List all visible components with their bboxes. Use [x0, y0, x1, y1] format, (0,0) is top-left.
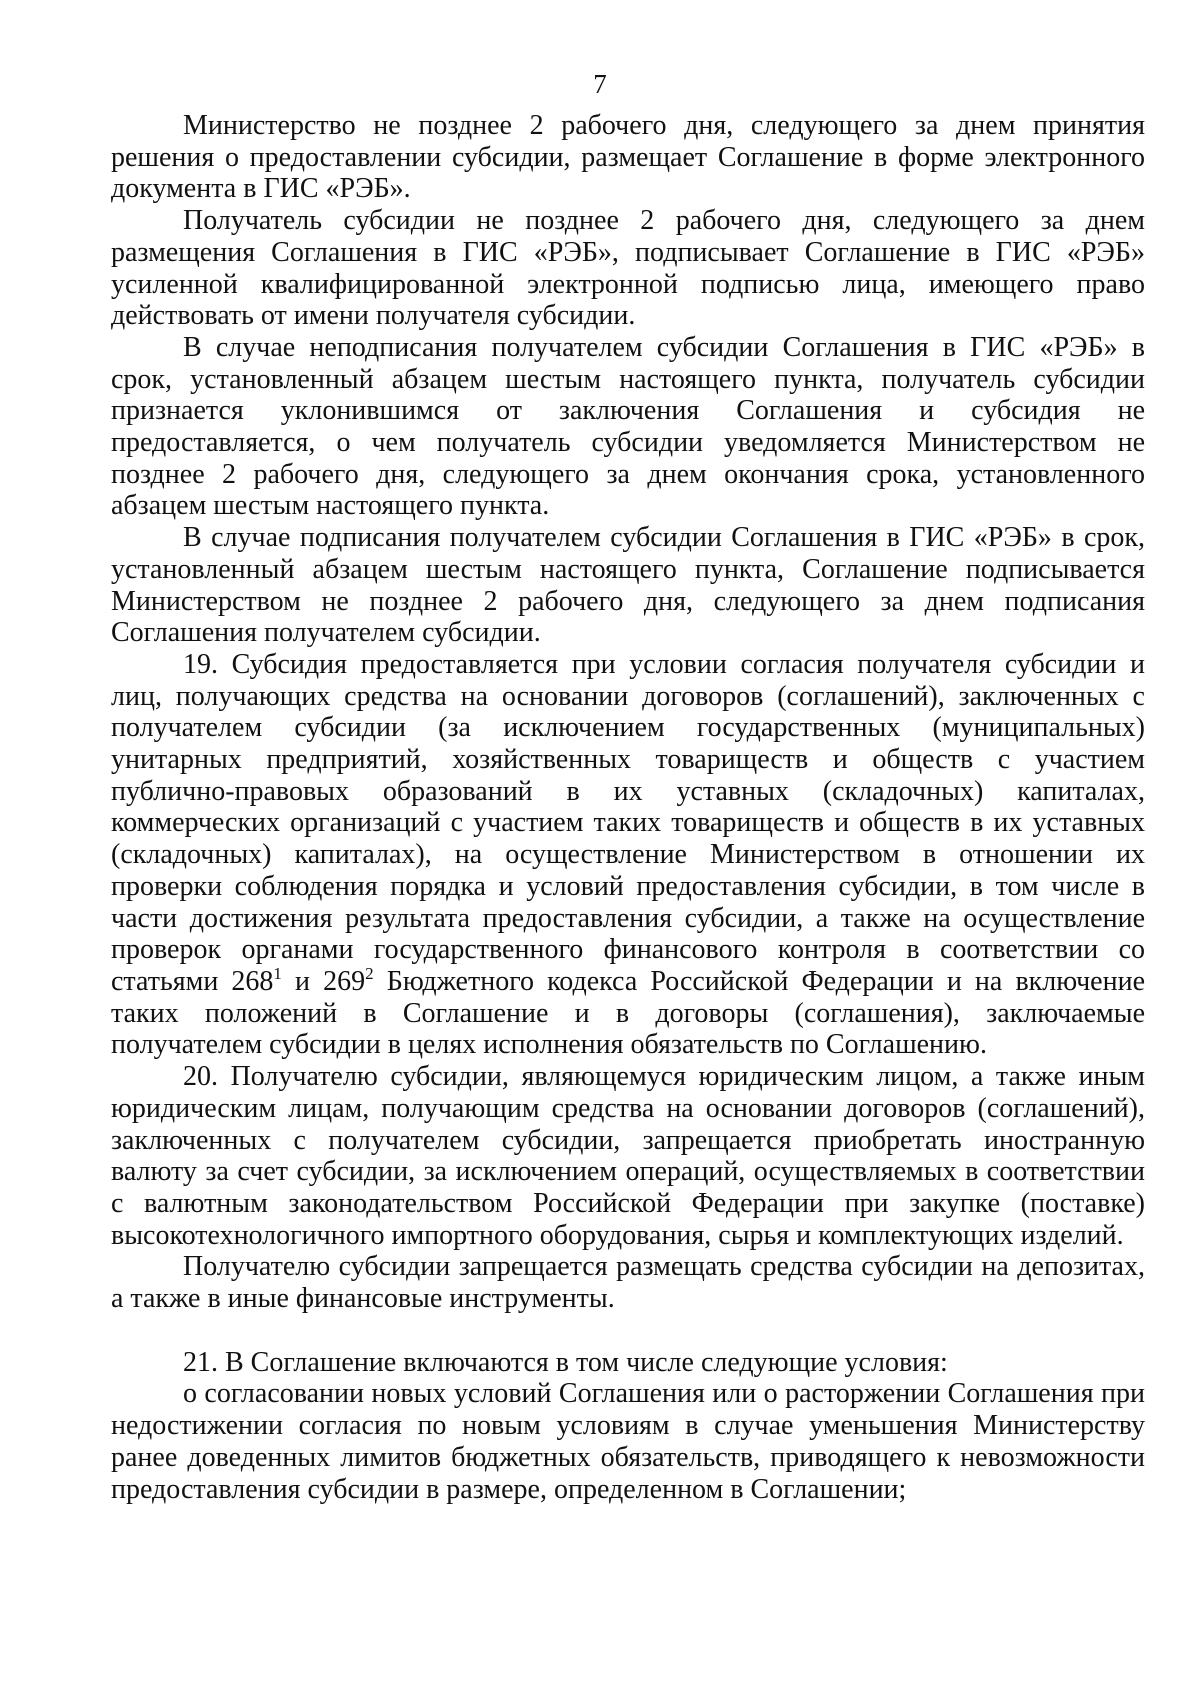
- paragraph-21-heading: 21. В Соглашение включаются в том числе следующие условия:: [183, 1346, 948, 1378]
- page-number: 7: [593, 69, 607, 99]
- document-body: [111, 110, 1145, 1505]
- paragraph-20-deposits: Получателю субсидии запрещается размещать средства субсидии на депозитах, а также в иные финансовые инструменты.: [111, 1251, 1145, 1315]
- footnote-superscript-1: 1: [273, 963, 282, 983]
- paragraph-21-condition: о согласовании новых условий Соглашения или о расторжении Соглашения при недостижении согласия по новым условиям в случае уменьшения Министерству ранее доведенных лимитов бюджетных обязательств, приводящего к невозможности предоставления субсидии в размере, определенном в Соглашении;: [111, 1378, 1145, 1505]
- paragraph-19-consent: [111, 649, 1145, 1061]
- paragraph-19-text-part2: и 269: [281, 965, 366, 997]
- paragraph-non-signing: В случае неподписания получателем субсидии Соглашения в ГИС «РЭБ» в срок, установленный абзацем шестым настоящего пункта, получатель субсидии признается уклонившимся от заключения Соглашения и субсидия не предоставляется, о чем получатель субсидии уведомляется Министерством не позднее 2 рабочего дня, следующего за днем окончания срока, установленного абзацем шестым настоящего пункта.: [111, 331, 1145, 522]
- paragraph-19-text-part3: Бюджетного кодекса Российской Федерации и на включение таких положений в Соглашение и в договоры (соглашения), заключаемые получателем субсидии в целях исполнения обязательств по Соглашению.: [111, 965, 1146, 1061]
- paragraph-agreement-signing: Получатель субсидии не позднее 2 рабочего дня, следующего за днем размещения Соглашения в ГИС «РЭБ», подписывает Соглашение в ГИС «РЭБ» усиленной квалифицированной электронной подписью лица, имеющего право действовать от имени получателя субсидии.: [111, 205, 1145, 332]
- paragraph-signing-by-ministry: В случае подписания получателем субсидии Соглашения в ГИС «РЭБ» в срок, установленный абзацем шестым настоящего пункта, Соглашение подписывается Министерством не позднее 2 рабочего дня, следующего за днем подписания Соглашения получателем субсидии.: [111, 522, 1145, 649]
- paragraph-agreement-placement: Министерство не позднее 2 рабочего дня, следующего за днем принятия решения о предоставлении субсидии, размещает Соглашение в форме электронного документа в ГИС «РЭБ».: [111, 110, 1145, 205]
- paragraph-20-currency: 20. Получателю субсидии, являющемуся юридическим лицом, а также иным юридическим лицам, получающим средства на основании договоров (соглашений), заключенных с получателем субсидии, запрещается приобретать иностранную валюту за счет субсидии, за исключением операций, осуществляемых в соответствии с валютным законодательством Российской Федерации при закупке (поставке) высокотехнологичного импортного оборудования, сырья и комплектующих изделий.: [111, 1061, 1145, 1251]
- paragraph-19-text-part1: 19. Субсидия предоставляется при условии согласия получателя субсидии и лиц, получающих средства на основании договоров (соглашений), заключенных с получателем субсидии (за исключением государственных (муниципальных) унитарных предприятий, хозяйственных товариществ и обществ с участием публично-правовых образований в их уставных (складочных) капиталах, коммерческих организаций с участием таких товариществ и обществ в их уставных (складочных) капиталах), на осуществление Министерством в отношении их проверки соблюдения порядка и условий предоставления субсидии, в том числе в части достижения результата предоставления субсидии, а также на осуществление проверок органами государственного финансового контроля в соответствии со статьями 268: [111, 648, 1145, 997]
- footnote-superscript-2: 2: [365, 963, 374, 983]
